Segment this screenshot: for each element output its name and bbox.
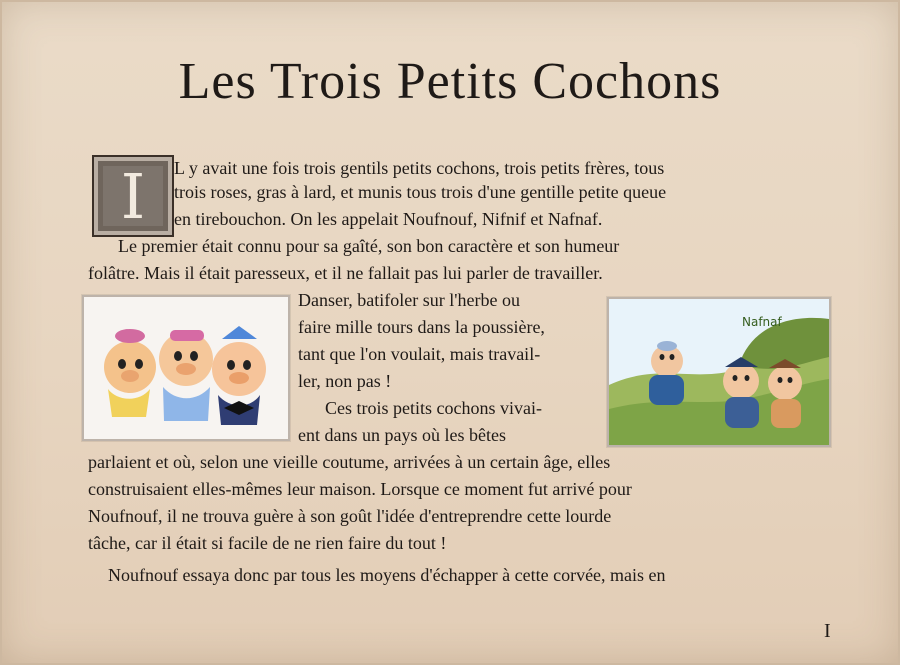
text-line-11: ent dans un pays où les bêtes xyxy=(298,425,506,445)
text-line-7: faire mille tours dans la poussière, xyxy=(298,317,545,337)
text-line-3: en tirebouchon. On les appelait Noufnouf, Nifnif et Nafnaf. xyxy=(174,209,603,229)
page-number: I xyxy=(824,620,831,642)
text-line-1: L y avait une fois trois gentils petits cochons, trois petits frères, tous xyxy=(174,158,665,178)
three-pigs-portrait-image xyxy=(82,295,290,441)
text-line-2: trois roses, gras à lard, et munis tous trois d'une gentille petite queue xyxy=(174,182,667,202)
text-line-10: Ces trois petits cochons vivai- xyxy=(325,398,542,418)
text-line-4: Le premier était connu pour sa gaîté, son bon caractère et son humeur xyxy=(118,236,620,256)
text-line-13: construisaient elles-mêmes leur maison. Lorsque ce moment fut arrivé pour xyxy=(88,479,632,499)
text-line-5: folâtre. Mais il était paresseux, et il ne fallait pas lui parler de travailler. xyxy=(88,263,603,283)
text-line-6: Danser, batifoler sur l'herbe ou xyxy=(298,290,520,310)
text-line-14: Noufnouf, il ne trouva guère à son goût l'idée d'entreprendre cette lourde xyxy=(88,506,612,526)
text-line-8: tant que l'on voulait, mais travail- xyxy=(298,344,541,364)
text-line-12: parlaient et où, selon une vieille coutume, arrivées à un certain âge, elles xyxy=(88,452,611,472)
text-line-15: tâche, car il était si facile de ne rien faire du tout ! xyxy=(88,533,447,553)
text-line-9: ler, non pas ! xyxy=(298,371,392,391)
pigs-walking-image xyxy=(607,297,831,447)
ornamental-drop-cap: I xyxy=(92,155,174,237)
pigs-walking-illustration xyxy=(609,299,829,445)
sign-caption: Nafnaf xyxy=(742,315,782,329)
three-pigs-illustration xyxy=(84,297,288,439)
page-title: Les Trois Petits Cochons xyxy=(178,53,722,110)
text-line-16: Noufnouf essaya donc par tous les moyens d'échapper à cette corvée, mais en xyxy=(108,565,666,585)
